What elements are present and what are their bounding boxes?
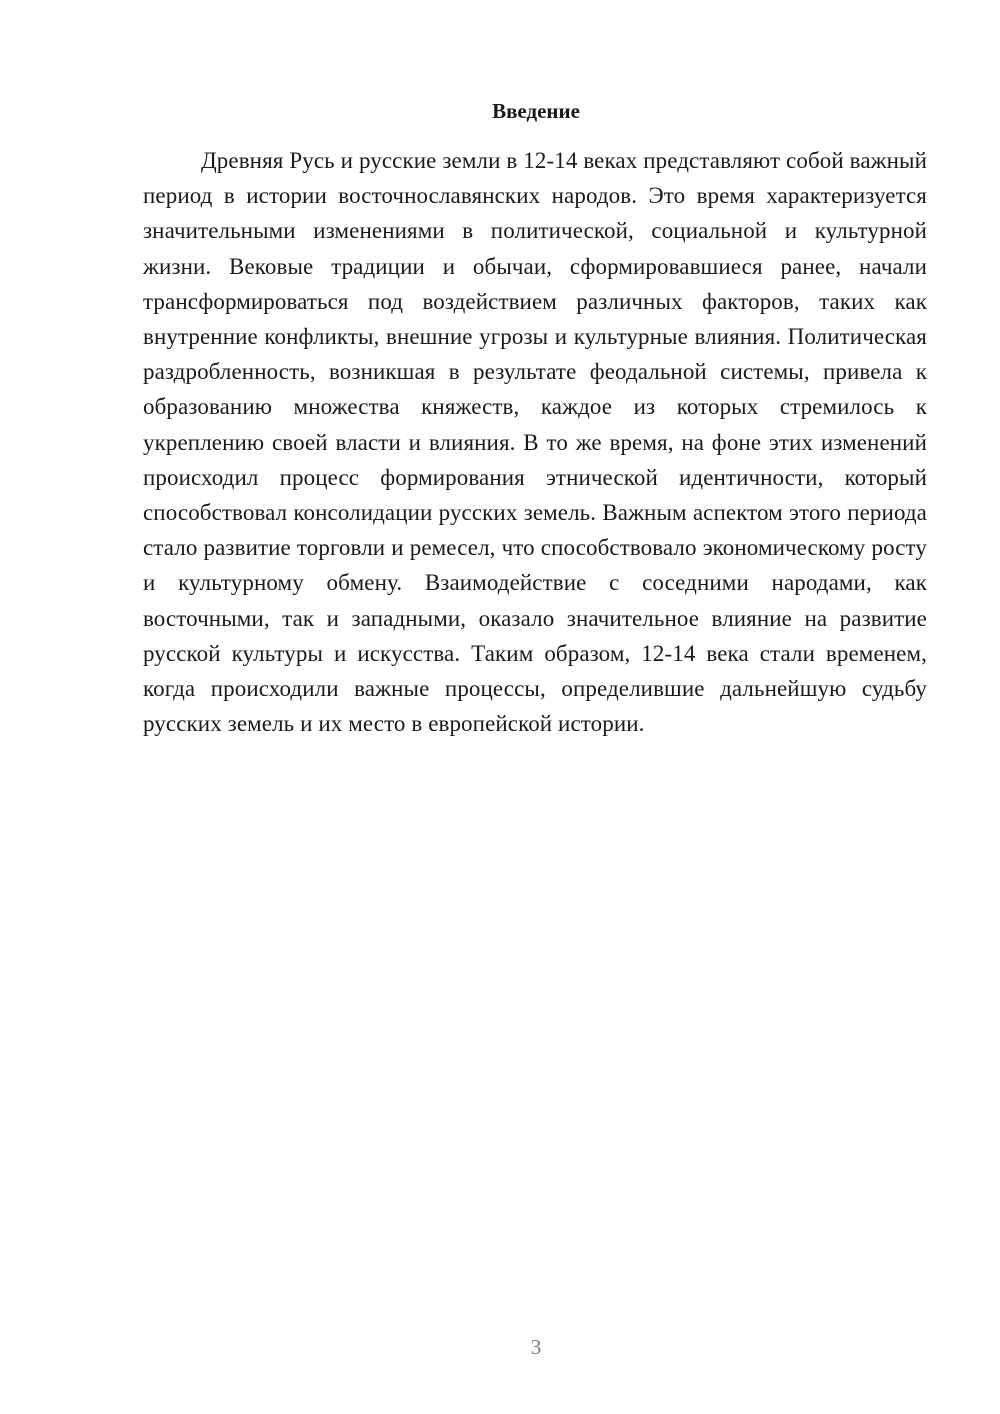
page-number: 3 [530,1335,542,1359]
section-heading: Введение [492,99,580,123]
body-paragraph: Древняя Русь и русские земли в 12-14 веках представляют собой важный период в истории восточнославянских народов. Это время характеризуется значительными изменениями в политической, социальной и культурной жизни. Вековые традиции и обычаи, сформировавшиеся ранее, начали трансформироваться под воздействием различных факторов, таких как внутренние конфликты, внешние угрозы и культурные влияния. Политическая раздробленность, возникшая в результате феодальной системы, привела к образованию множества княжеств, каждое из которых стремилось к укреплению своей власти и влияния. В то же время, на фоне этих изменений происходил процесс формирования этнической идентичности, который способствовал консолидации русских земель. Важным аспектом этого периода стало развитие торговли и ремесел, что способствовало экономическому росту и культурному обмену. Взаимодействие с соседними народами, как восточными, так и западными, оказало значительное влияние на развитие русской культуры и искусства. Таким образом, 12-14 века стали временем, когда происходили важные процессы, определившие дальнейшую судьбу русских земель и их место в европейской истории. [143,148,927,737]
